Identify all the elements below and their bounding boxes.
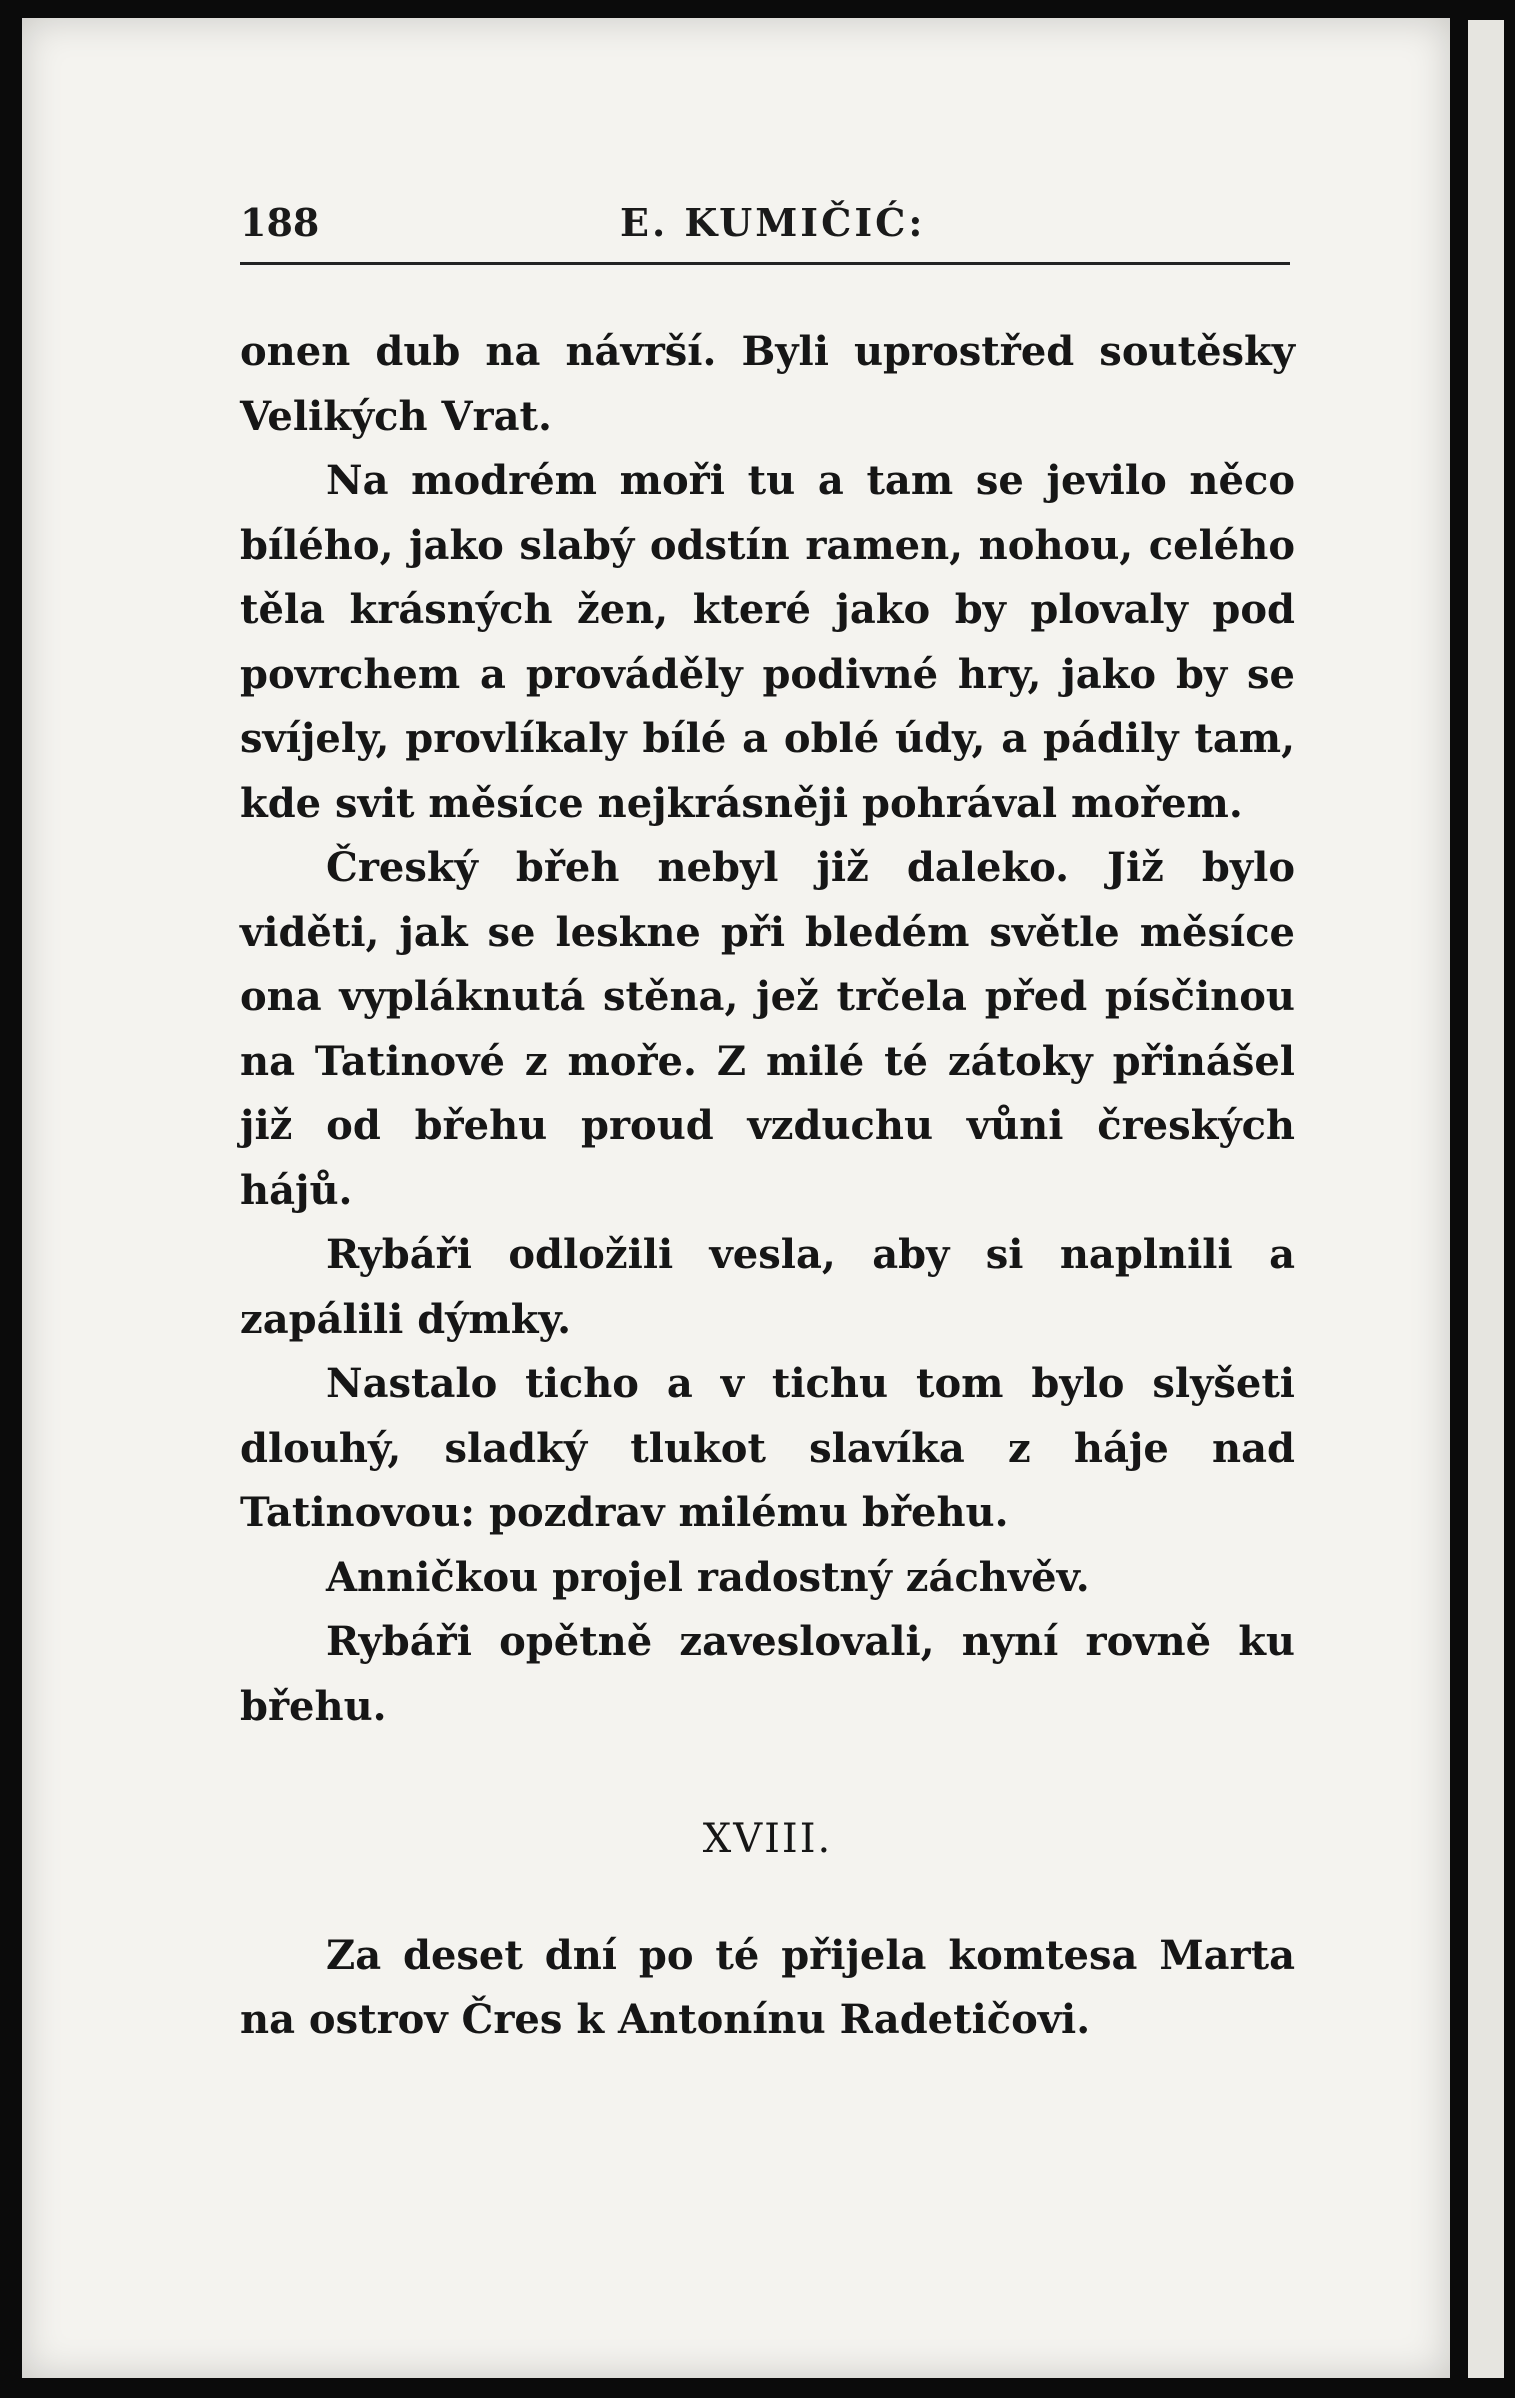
page-number: 188 [240,200,320,245]
paragraph-closing: Za deset dní po té přijela komtesa Marta na ostrov Čres k Antonínu Radetičovi. [240,1931,1295,2043]
paragraph-continued: onen dub na návrší. Byli uprostřed soutěsky Velikých Vrat. [240,328,1295,440]
paragraph: Anničkou projel radostný záchvěv. [326,1553,1090,1601]
paragraph: Na modrém moři tu a tam se jevilo něco bílého, jako slabý odstín ramen, nohou, celého těla krásných žen, které jako by plovaly pod povrchem a prováděly podivné hry, jako by se svíjely, provlíkaly bílé a oblé údy, a pádily tam, kde svit měsíce nejkrásněji pohrával mořem. [240,457,1295,827]
page-header [240,198,1290,258]
paragraph: Rybáři opětně zaveslovali, nyní rovně ku břehu. [240,1618,1295,1730]
running-head: E. KUMIČIĆ: [620,200,926,245]
paragraph: Rybáři odložili vesla, aby si naplnili a zapálili dýmky. [240,1231,1295,1343]
chapter-heading: XVIII. [702,1816,833,1862]
paragraph: Čreský břeh nebyl již daleko. Již bylo viděti, jak se leskne při bledém světle měsíce ona vypláknutá stěna, jež trčela před písčinou na Tatinové z moře. Z milé té zátoky přinášel již od břehu proud vzduchu vůni čreských hájů. [240,844,1295,1214]
header-rule [240,262,1290,265]
paragraph: Nastalo ticho a v tichu tom bylo slyšeti dlouhý, sladký tlukot slavíka z háje nad Tatinovou: pozdrav milému břehu. [240,1360,1295,1536]
body-text [240,320,1295,2053]
adjacent-page-edge [1468,20,1504,2378]
